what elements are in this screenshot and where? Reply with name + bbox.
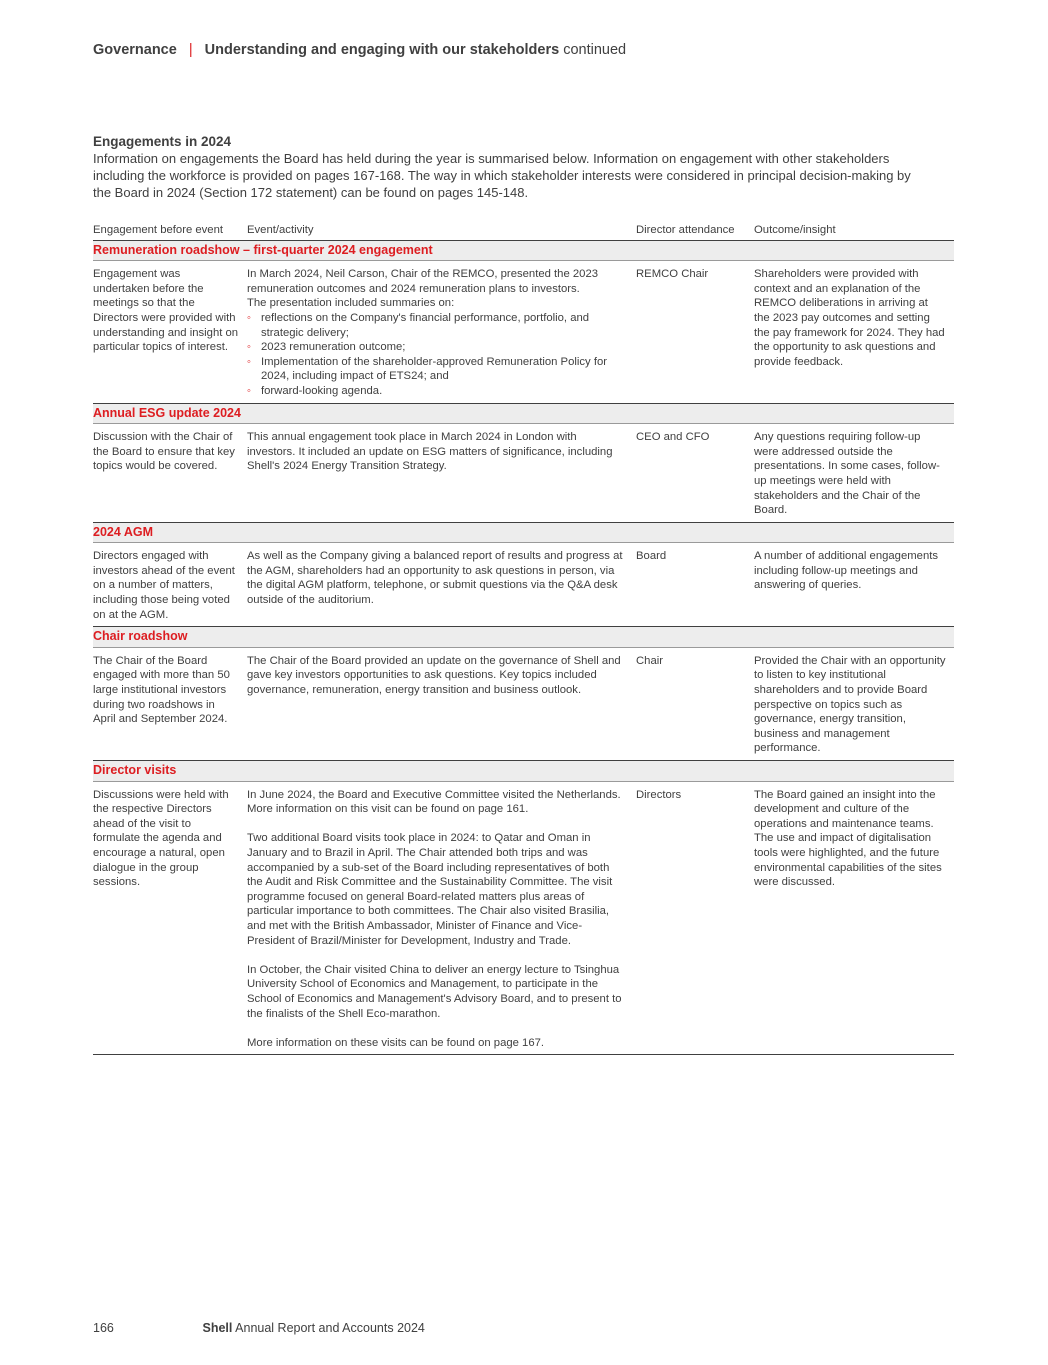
event-paragraph: In June 2024, the Board and Executive Committee visited the Netherlands. More information on this visit can be found on page 161. bbox=[247, 788, 621, 816]
event-bullet-item: ◦ forward-looking agenda. bbox=[247, 384, 628, 399]
event-cell bbox=[247, 543, 636, 627]
attendance-cell: Chair bbox=[636, 647, 754, 760]
page-header bbox=[93, 42, 626, 58]
column-header-attendance: Director attendance bbox=[636, 222, 754, 240]
engagement-cell: Directors engaged with investors ahead of the event on a number of matters, including those being voted on at the AGM. bbox=[93, 543, 247, 627]
page-number: 166 bbox=[93, 1321, 114, 1335]
group-header-row bbox=[93, 761, 954, 782]
group-title: Director visits bbox=[93, 761, 954, 782]
header-section: Governance bbox=[93, 42, 177, 58]
page-footer bbox=[93, 1321, 425, 1335]
attendance-cell: CEO and CFO bbox=[636, 424, 754, 523]
event-paragraph: Two additional Board visits took place in 2024: to Qatar and Oman in January and to Brazil in April. The Chair attended both trips and was accompanied by a sub-set of the Board including representatives of both the Audit and Risk Committee and the Sustainability Committee. The visit programme focused on general Board-related matters plus areas of particular importance to both committees. The Chair also visited Brasilia, and met with the British Ambassador, Minister of Finance and Vice-President of Brazil/Minister for Development, Industry and Trade. bbox=[247, 832, 613, 947]
event-paragraph: This annual engagement took place in March 2024 in London with investors. It included an update on ESG matters of significance, including Shell's 2024 Energy Transition Strategy. bbox=[247, 431, 613, 473]
intro-paragraph: Information on engagements the Board has held during the year is summarised below. Information on engagement with other stakeholders including the workforce is provided on pages 167-168. The way in which stakeholder interests were considered in principal decision-making by the Board in 2024 (Section 172 statement) can be found on pages 145-148. bbox=[93, 151, 911, 200]
event-paragraph: In October, the Chair visited China to deliver an energy lecture to Tsinghua University School of Economics and Management, to participate in the School of Economics and Management's Advisory Board, and to present to the finalists of the Shell Eco-marathon. bbox=[247, 963, 622, 1020]
column-header-event: Event/activity bbox=[247, 222, 636, 240]
brand-name: Shell bbox=[202, 1321, 233, 1335]
table-row bbox=[93, 543, 954, 627]
event-bullet-item: ◦ 2023 remuneration outcome; bbox=[247, 340, 628, 355]
outcome-cell: Provided the Chair with an opportunity to listen to key institutional shareholders and to provide Board perspective on topics such as governance, energy transition, business and management performance. bbox=[754, 647, 954, 760]
attendance-cell: REMCO Chair bbox=[636, 261, 754, 403]
event-cell bbox=[247, 781, 636, 1055]
table-row bbox=[93, 781, 954, 1055]
event-paragraph: The Chair of the Board provided an update on the governance of Shell and gave key investors opportunities to ask questions. Key topics included governance, remuneration, energy transition and business outlook. bbox=[247, 654, 621, 697]
event-bullet-list bbox=[247, 311, 628, 399]
event-paragraph: The presentation included summaries on: bbox=[247, 297, 455, 310]
outcome-cell: The Board gained an insight into the development and culture of the operations and maintenance teams. The use and impact of digitalisation tools were highlighted, and the future environmental capabilities of the sites were discussed. bbox=[754, 781, 954, 1055]
column-header-outcome: Outcome/insight bbox=[754, 222, 954, 240]
engagement-cell: Discussions were held with the respective Directors ahead of the visit to formulate the agenda and encourage a natural, open dialogue in the group sessions. bbox=[93, 781, 247, 1055]
header-title: Understanding and engaging with our stakeholders bbox=[204, 42, 560, 58]
event-cell bbox=[247, 424, 636, 523]
group-header-row bbox=[93, 403, 954, 424]
table-row bbox=[93, 424, 954, 523]
event-paragraph: More information on these visits can be found on page 167. bbox=[247, 1036, 545, 1049]
outcome-cell: A number of additional engagements including follow-up meetings and answering of queries. bbox=[754, 543, 954, 627]
intro-section bbox=[93, 134, 923, 201]
table-header-row bbox=[93, 222, 954, 240]
group-header-row bbox=[93, 240, 954, 261]
event-paragraph: As well as the Company giving a balanced report of results and progress at the AGM, shareholders had an opportunity to ask questions in person, via the digital AGM platform, telephone, or submit questions via the Q&A desk outside of the auditorium. bbox=[247, 550, 623, 607]
header-separator: | bbox=[188, 42, 193, 58]
group-header-row bbox=[93, 627, 954, 648]
engagement-cell: The Chair of the Board engaged with more than 50 large institutional investors during two roadshows in April and September 2024. bbox=[93, 647, 247, 760]
event-bullet-item: ◦ reflections on the Company's financial performance, portfolio, and strategic delivery; bbox=[247, 311, 628, 340]
outcome-cell: Shareholders were provided with context and an explanation of the REMCO deliberations in arriving at the 2023 pay outcomes and setting the pay framework for 2024. They had the opportunity to ask questions and provide feedback. bbox=[754, 261, 954, 403]
attendance-cell: Board bbox=[636, 543, 754, 627]
table-row bbox=[93, 261, 954, 403]
group-header-row bbox=[93, 522, 954, 543]
attendance-cell: Directors bbox=[636, 781, 754, 1055]
engagements-table bbox=[93, 222, 954, 1055]
table-row bbox=[93, 647, 954, 760]
event-paragraph: In March 2024, Neil Carson, Chair of the REMCO, presented the 2023 remuneration outcomes and 2024 remuneration plans to investors. bbox=[247, 268, 599, 295]
section-heading: Engagements in 2024 bbox=[93, 134, 232, 149]
group-title: Remuneration roadshow – first-quarter 2024 engagement bbox=[93, 240, 954, 261]
group-title: Chair roadshow bbox=[93, 627, 954, 648]
event-cell bbox=[247, 647, 636, 760]
column-header-engagement: Engagement before event bbox=[93, 222, 247, 240]
report-title: Annual Report and Accounts 2024 bbox=[235, 1321, 425, 1335]
header-continued: continued bbox=[563, 42, 627, 58]
event-cell bbox=[247, 261, 636, 403]
engagement-cell: Engagement was undertaken before the meetings so that the Directors were provided with understanding and insight on particular topics of interest. bbox=[93, 261, 247, 403]
outcome-cell: Any questions requiring follow-up were addressed outside the presentations. In some cases, follow-up meetings were held with stakeholders and the Chair of the Board. bbox=[754, 424, 954, 523]
engagement-cell: Discussion with the Chair of the Board to ensure that key topics would be covered. bbox=[93, 424, 247, 523]
group-title: 2024 AGM bbox=[93, 522, 954, 543]
group-title: Annual ESG update 2024 bbox=[93, 403, 954, 424]
event-bullet-item: ◦ Implementation of the shareholder-approved Remuneration Policy for 2024, including impact of ETS24; and bbox=[247, 355, 628, 384]
